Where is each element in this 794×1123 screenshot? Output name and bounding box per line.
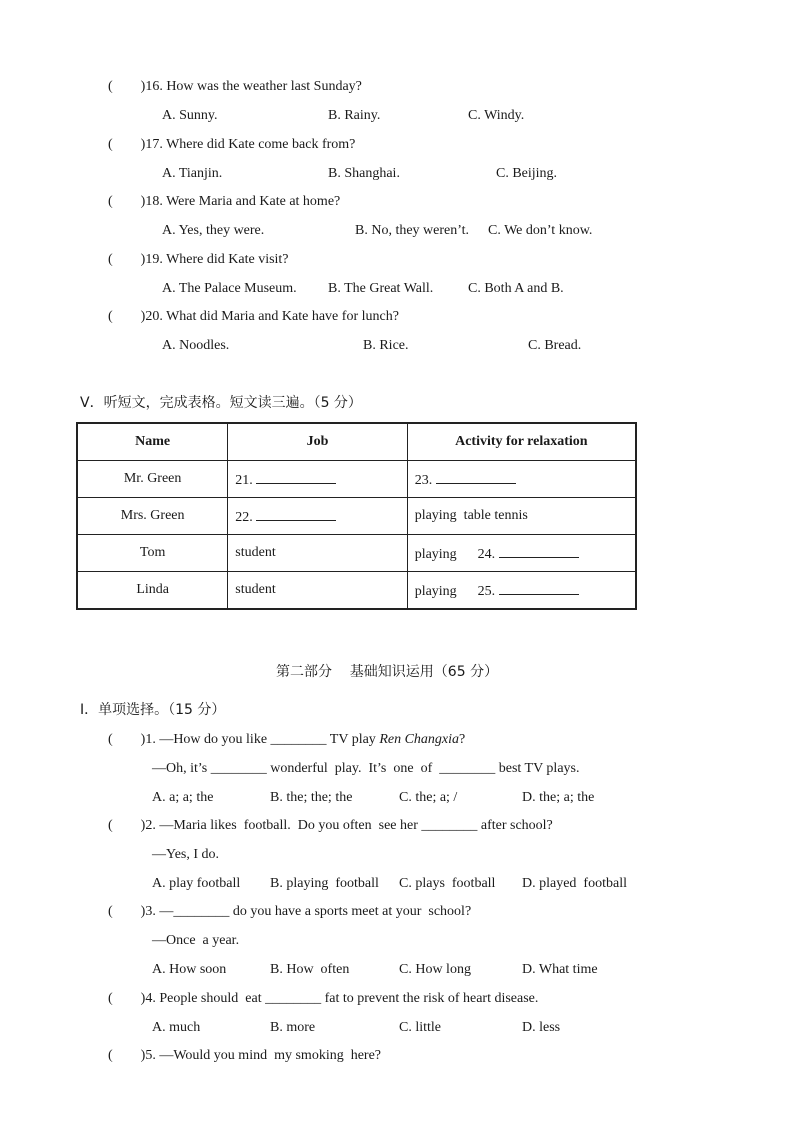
option-a: A. play football <box>152 876 241 891</box>
cell-activity <box>407 535 636 572</box>
option-d: D. What time <box>522 962 598 977</box>
relaxation-table <box>76 422 637 610</box>
option-a: A. much <box>152 1020 201 1035</box>
question-stem: ( )3. —________ do you have a sports meet at your school? <box>108 904 472 919</box>
option-b: B. Shanghai. <box>328 166 400 181</box>
question-stem: ( )5. —Would you mind my smoking here? <box>108 1048 382 1063</box>
question-stem: ( )20. What did Maria and Kate have for lunch? <box>108 309 399 324</box>
cell-name: Mr. Green <box>77 461 228 498</box>
question-stem: ( )19. Where did Kate visit? <box>108 252 289 267</box>
option-c: C. the; a; / <box>399 790 458 805</box>
stem-text: ( )1. —How do you like ________ TV play <box>108 732 380 747</box>
option-b: B. The Great Wall. <box>328 281 434 296</box>
cell-activity <box>407 572 636 610</box>
option-a: A. a; a; the <box>152 790 214 805</box>
cell-activity <box>407 461 636 498</box>
question-stem: ( )17. Where did Kate come back from? <box>108 137 356 152</box>
question-stem: ( )18. Were Maria and Kate at home? <box>108 194 341 209</box>
option-b: B. playing football <box>270 876 379 891</box>
stem-end: ? <box>459 732 466 747</box>
header-job: Job <box>228 423 407 461</box>
option-a: A. How soon <box>152 962 227 977</box>
question-stem: ( )4. People should eat ________ fat to prevent the risk of heart disease. <box>108 991 539 1006</box>
cell-name: Linda <box>77 572 228 610</box>
option-b: B. the; the; the <box>270 790 353 805</box>
table-row <box>77 535 636 572</box>
cell-job <box>228 498 407 535</box>
option-c: C. Windy. <box>468 108 525 123</box>
table-row <box>77 461 636 498</box>
cell-activity: playing table tennis <box>407 498 636 535</box>
option-d: D. played football <box>522 876 627 891</box>
option-a: A. Sunny. <box>162 108 218 123</box>
option-d: D. less <box>522 1020 561 1035</box>
blank-number: 23. <box>414 473 433 488</box>
answer-blank[interactable] <box>436 469 516 484</box>
question-reply: —Oh, it’s ________ wonderful play. It’s one of ________ best TV plays. <box>152 761 580 776</box>
option-c: C. We don’t know. <box>488 223 593 238</box>
cell-name: Tom <box>77 535 228 572</box>
answer-blank[interactable] <box>499 543 579 558</box>
blank-number: 22. <box>235 510 253 525</box>
question-stem: ( )16. How was the weather last Sunday? <box>108 79 362 94</box>
table-row <box>77 498 636 535</box>
option-b: B. How often <box>270 962 350 977</box>
option-b: B. Rice. <box>363 338 409 353</box>
option-c: C. Beijing. <box>496 166 558 181</box>
header-activity: Activity for relaxation <box>407 423 636 461</box>
part-2-title: 第二部分 基础知识运用（65 分） <box>276 664 499 680</box>
option-a: A. Noodles. <box>162 338 230 353</box>
option-a: A. Yes, they were. <box>162 223 265 238</box>
option-c: C. little <box>399 1020 441 1035</box>
header-name: Name <box>77 423 228 461</box>
cell-name: Mrs. Green <box>77 498 228 535</box>
option-a: A. Tianjin. <box>162 166 223 181</box>
option-b: B. Rainy. <box>328 108 381 123</box>
answer-blank[interactable] <box>499 580 579 595</box>
table-row <box>77 572 636 610</box>
cell-job: student <box>228 572 407 610</box>
section-5-title: V．听短文，完成表格。短文读三遍。（5 分） <box>80 395 362 411</box>
blank-number: playing 24. <box>414 547 496 562</box>
option-c: C. Bread. <box>528 338 582 353</box>
cell-job <box>228 461 407 498</box>
question-reply: —Once a year. <box>152 933 240 948</box>
question-reply: —Yes, I do. <box>152 847 220 862</box>
stem-title: Ren Changxia <box>379 732 460 747</box>
blank-number: playing 25. <box>414 584 496 599</box>
answer-blank[interactable] <box>256 469 336 484</box>
option-c: C. Both A and B. <box>468 281 564 296</box>
question-stem <box>108 731 465 749</box>
option-b: B. No, they weren’t. <box>355 223 470 238</box>
answer-blank[interactable] <box>256 506 336 521</box>
option-d: D. the; a; the <box>522 790 595 805</box>
option-b: B. more <box>270 1020 316 1035</box>
table-header-row <box>77 423 636 461</box>
question-stem: ( )2. —Maria likes football. Do you often see her ________ after school? <box>108 818 553 833</box>
section-1-title: Ⅰ．单项选择。（15 分） <box>80 702 226 718</box>
option-c: C. plays football <box>399 876 496 891</box>
cell-job: student <box>228 535 407 572</box>
option-c: C. How long <box>399 962 471 977</box>
blank-number: 21. <box>235 473 253 488</box>
option-a: A. The Palace Museum. <box>162 281 297 296</box>
